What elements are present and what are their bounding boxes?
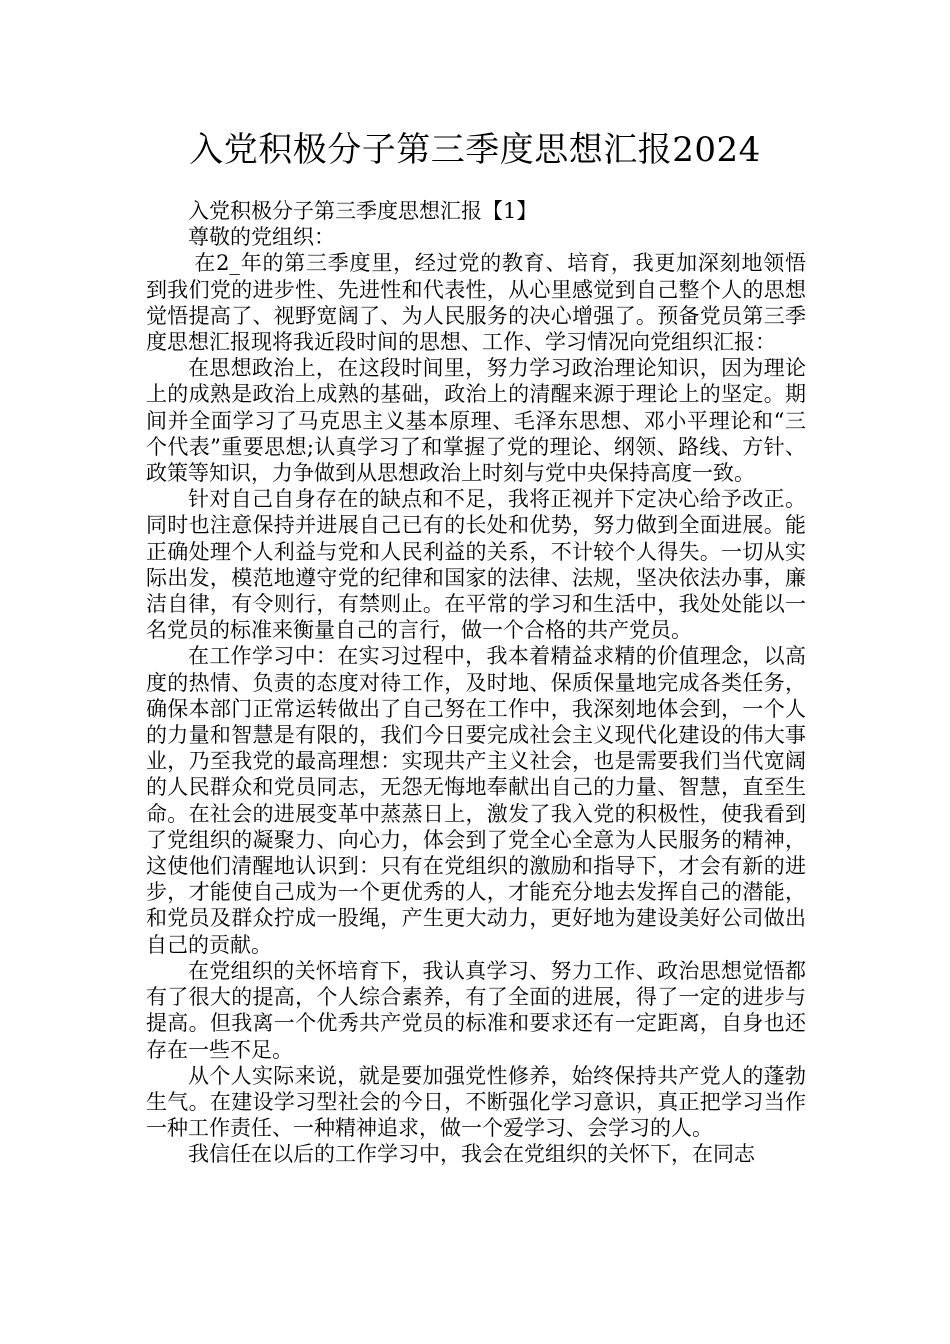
paragraph-work-study: 在工作学习中：在实习过程中，我本着精益求精的价值理念，以高度的热情、负责的态度对待工作，及时地、保质保量地完成各类任务，确保本部门正常运转做出了自己努在工作中，我深刻地体会到，一个人的力量和智慧是有限的，我们今日要完成社会主义现代化建设的伟大事业，乃至我党的最高理想：实现共产主义社会，也是需要我们当代宽阔的人民群众和党员同志，无怨无悔地奉献出自己的力量、智慧，直至生命。在社会的进展变革中蒸蒸日上，激发了我入党的积极性，使我看到了党组织的凝聚力、向心力，体会到了党全心全意为人民服务的精神，这使他们清醒地认识到：只有在党组织的激励和指导下，才会有新的进步，才能使自己成为一个更优秀的人，才能充分地去发挥自己的潜能，和党员及群众拧成一股绳，产生更大动力，更好地为建设美好公司做出自己的贡献。 [146,644,806,957]
paragraph-political-thought: 在思想政治上，在这段时间里，努力学习政治理论知识，因为理论上的成熟是政治上成熟的基础，政治上的清醒来源于理论上的坚定。期间并全面学习了马克思主义基本原理、毛泽东思想、邓小平理论和“三个代表”重要思想;认真学习了和掌握了党的理论、纲领、路线、方针、政策等知识，力争做到从思想政治上时刻与党中央保持高度一致。 [146,356,806,486]
salutation: 尊敬的党组织： [188,225,335,250]
paragraph-closing: 我信任在以后的工作学习中，我会在党组织的关怀下，在同志 [188,1142,755,1167]
paragraph-personal-reality: 从个人实际来说，就是要加强党性修养，始终保持共产党人的蓬勃生气。在建设学习型社会的今日，不断强化学习意识，真正把学习当作一种工作责任、一种精神追求，做一个爱学习、会学习的人。 [146,1063,806,1141]
document-title: 入党积极分子第三季度思想汇报2024 [189,130,761,170]
paragraph-opening: 在2_年的第三季度里，经过党的教育、培育，我更加深刻地领悟到我们党的进步性、先进性和代表性，从心里感觉到自己整个人的思想觉悟提高了、视野宽阔了、为人民服务的决心增强了。预备党员第三季度思想汇报现将我近段时间的思想、工作、学习情况向党组织汇报： [146,251,806,355]
document-subtitle: 入党积极分子第三季度思想汇报【1】 [188,199,538,223]
paragraph-self-improvement: 针对自己自身存在的缺点和不足，我将正视并下定决心给予改正。同时也注意保持并进展自己已有的长处和优势，努力做到全面进展。能正确处理个人利益与党和人民利益的关系，不计较个人得失。一切从实际出发，模范地遵守党的纪律和国家的法律、法规，坚决依法办事，廉洁自律，有令则行，有禁则止。在平常的学习和生活中，我处处能以一名党员的标准来衡量自己的言行，做一个合格的共产党员。 [146,487,806,643]
document-body [146,198,806,1168]
paragraph-progress: 在党组织的关怀培育下，我认真学习、努力工作、政治思想觉悟都有了很大的提高，个人综合素养，有了全面的进展，得了一定的进步与提高。但我离一个优秀共产党员的标准和要求还有一定距离，自身也还存在一些不足。 [146,958,806,1062]
